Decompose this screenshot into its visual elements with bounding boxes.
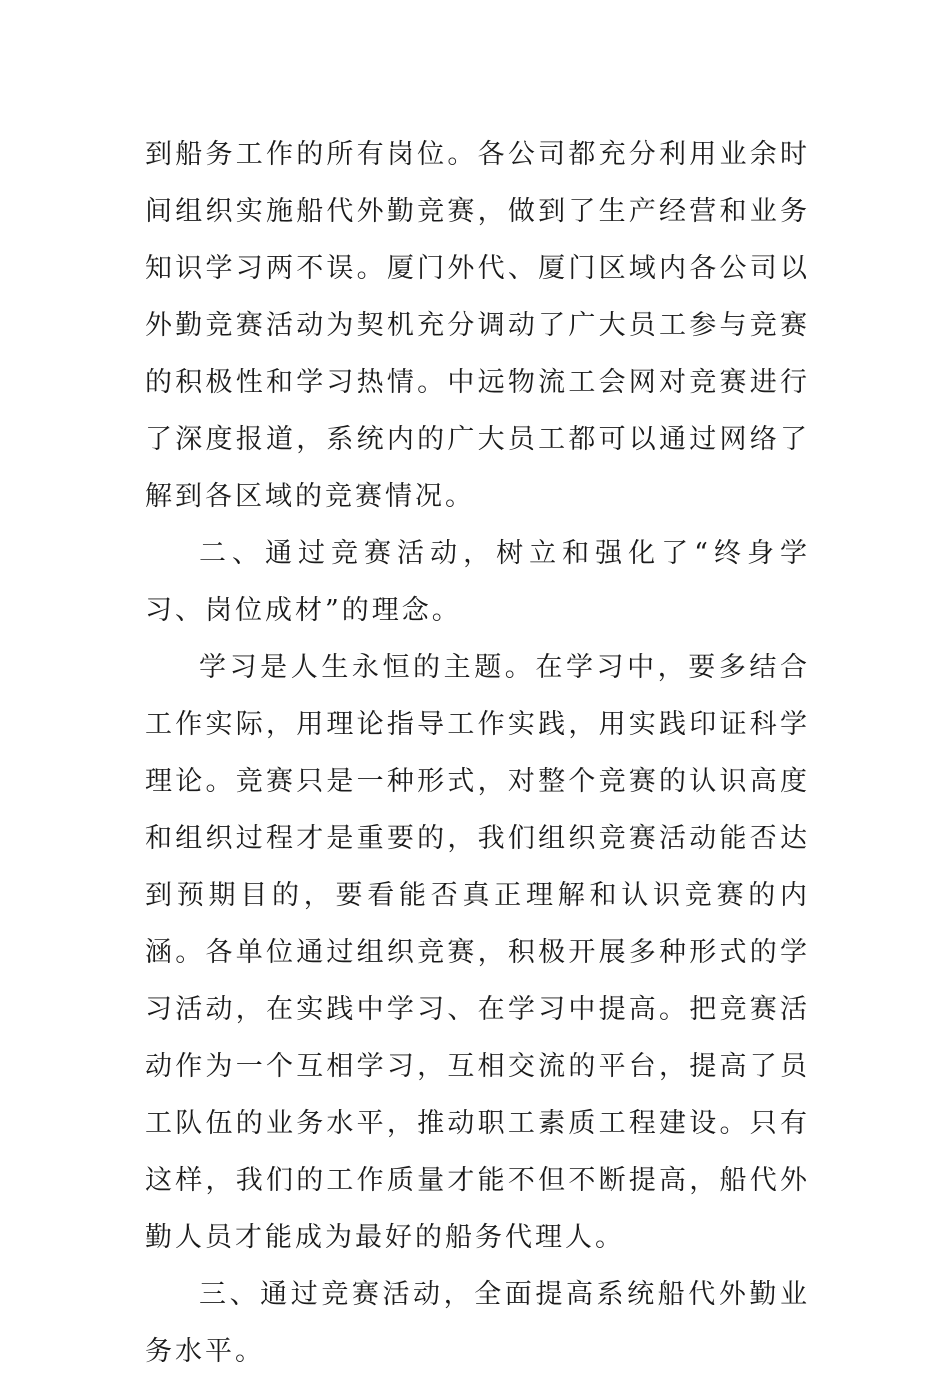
document-body	[145, 126, 810, 1380]
section-heading-two: 二、通过竞赛活动，树立和强化了“终身学习、岗位成材”的理念。	[145, 538, 810, 626]
paragraph-learning: 学习是人生永恒的主题。在学习中，要多结合工作实际，用理论指导工作实践，用实践印证科学理论。竞赛只是一种形式，对整个竞赛的认识高度和组织过程才是重要的，我们组织竞赛活动能否达到预期目的，要看能否真正理解和认识竞赛的内涵。各单位通过组织竞赛，积极开展多种形式的学习活动，在实践中学习、在学习中提高。把竞赛活动作为一个互相学习，互相交流的平台，提高了员工队伍的业务水平，推动职工素质工程建设。只有这样，我们的工作质量才能不但不断提高，船代外勤人员才能成为最好的船务代理人。	[145, 652, 810, 1253]
section-heading-three: 三、通过竞赛活动，全面提高系统船代外勤业务水平。	[145, 1279, 810, 1367]
paragraph-continuation: 到船务工作的所有岗位。各公司都充分利用业余时间组织实施船代外勤竞赛，做到了生产经营和业务知识学习两不误。厦门外代、厦门区域内各公司以外勤竞赛活动为契机充分调动了广大员工参与竞赛的积极性和学习热情。中远物流工会网对竞赛进行了深度报道，系统内的广大员工都可以通过网络了解到各区域的竞赛情况。	[145, 139, 810, 512]
